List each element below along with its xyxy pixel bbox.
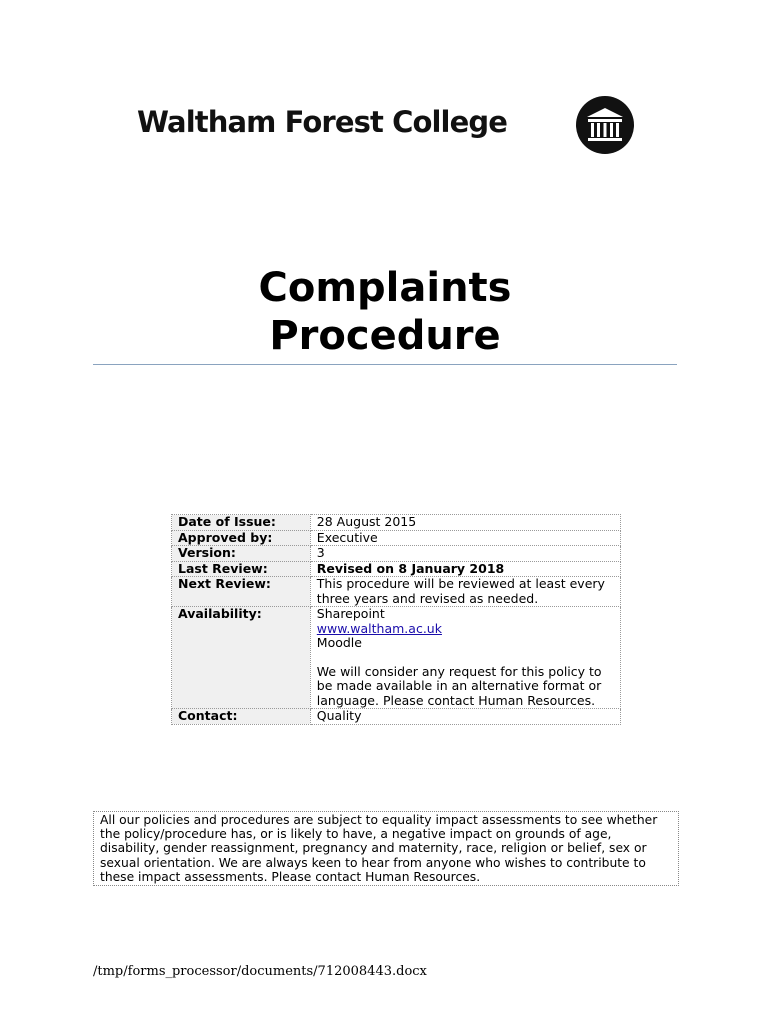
approved-by-label: Approved by:	[172, 530, 311, 546]
table-row	[172, 577, 621, 607]
document-info-table	[171, 514, 621, 725]
table-row	[172, 709, 621, 725]
document-title	[0, 264, 770, 360]
next-review-label: Next Review:	[172, 577, 311, 607]
last-review-value: Revised on 8 January 2018	[310, 561, 620, 577]
website-link[interactable]: www.waltham.ac.uk	[316, 620, 442, 636]
title-divider	[93, 364, 677, 365]
approved-by-value: Executive	[310, 530, 620, 546]
version-label: Version:	[172, 546, 311, 562]
availability-label: Availability:	[172, 607, 311, 709]
table-row	[172, 607, 621, 709]
next-review-value: This procedure will be reviewed at least every three years and revised as needed.	[310, 577, 620, 607]
date-of-issue-label: Date of Issue:	[172, 515, 311, 531]
college-building-icon	[573, 95, 637, 155]
last-review-label: Last Review:	[172, 561, 311, 577]
title-line-2: Procedure	[269, 313, 501, 359]
title-line-1: Complaints	[258, 265, 512, 311]
college-logo	[137, 95, 637, 155]
table-row	[172, 515, 621, 531]
equality-notice: All our policies and procedures are subject to equality impact assessments to see whether the policy/procedure has, or is likely to have, a negative impact on grounds of age, disability, gender reassignment, pregnancy and maternity, race, religion or belief, sex or sexual orientation. We are always keen to hear from anyone who wishes to contribute to these impact assessments. Please contact Human Resources.	[93, 811, 679, 886]
contact-label: Contact:	[172, 709, 311, 725]
table-row	[172, 530, 621, 546]
availability-moodle: Moodle	[316, 635, 362, 650]
availability-note: We will consider any request for this policy to be made available in an alternative format or language. Please contact Human Resources.	[316, 663, 602, 708]
contact-value: Quality	[310, 709, 620, 725]
availability-sharepoint: Sharepoint	[316, 606, 385, 621]
table-row	[172, 546, 621, 562]
date-of-issue-value: 28 August 2015	[310, 515, 620, 531]
availability-value	[310, 607, 620, 709]
college-name: Waltham Forest College	[137, 105, 507, 139]
footer-file-path: /tmp/forms_processor/documents/712008443.docx	[93, 964, 427, 979]
version-value: 3	[310, 546, 620, 562]
table-row	[172, 561, 621, 577]
